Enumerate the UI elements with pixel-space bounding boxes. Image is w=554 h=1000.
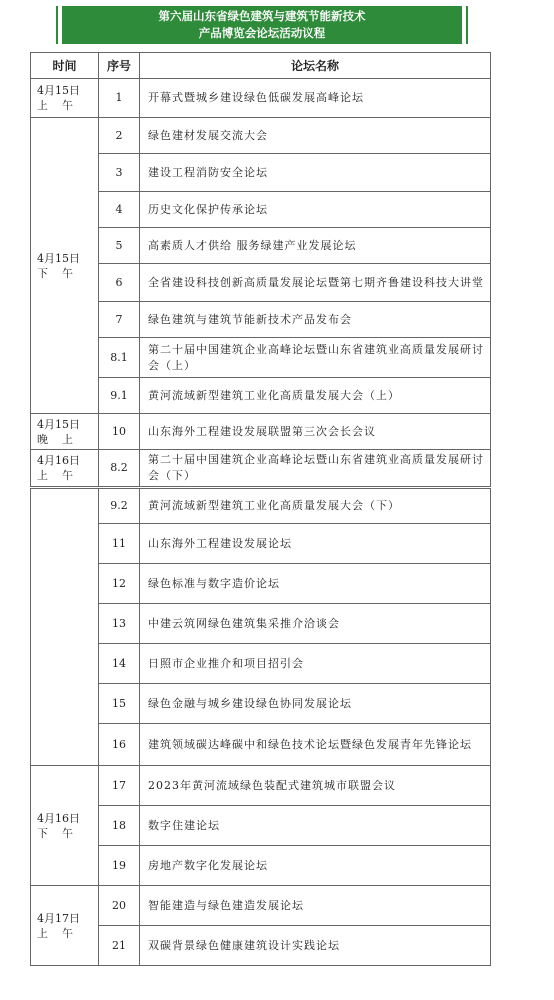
row-number: 3 [99,154,140,192]
forum-name: 双碳背景绿色健康建筑设计实践论坛 [140,926,491,966]
table-row [31,604,491,644]
forum-name: 建设工程消防安全论坛 [140,154,491,192]
time-period: 下 午 [37,826,73,840]
forum-name: 山东海外工程建设发展联盟第三次会长会议 [140,414,491,450]
time-period: 上 午 [37,469,73,482]
banner-title-line1: 第六届山东省绿色建筑与建筑节能新技术 [158,9,366,23]
agenda-table [30,52,491,966]
time-date: 4月15日 [37,84,80,97]
table-row [31,564,491,604]
row-number: 2 [99,118,140,154]
table-row [31,302,491,338]
time-date: 4月16日 [37,811,80,825]
row-number: 8.1 [99,338,140,378]
forum-name: 黄河流域新型建筑工业化高质量发展大会（上） [140,378,491,414]
time-cell [31,118,99,414]
forum-name: 智能建造与绿色建造发展论坛 [140,886,491,926]
forum-name: 绿色标准与数字造价论坛 [140,564,491,604]
table-row [31,724,491,766]
time-cell [31,450,99,488]
forum-name: 历史文化保护传承论坛 [140,192,491,228]
table-row [31,644,491,684]
header-name: 论坛名称 [140,53,491,79]
row-number: 17 [99,766,140,806]
table-row [31,192,491,228]
header-time: 时间 [31,53,99,79]
row-number: 18 [99,806,140,846]
forum-name: 绿色建材发展交流大会 [140,118,491,154]
row-number: 19 [99,846,140,886]
forum-name: 2023年黄河流域绿色装配式建筑城市联盟会议 [140,766,491,806]
row-number: 16 [99,724,140,766]
forum-name: 房地产数字化发展论坛 [140,846,491,886]
table-row [31,926,491,966]
time-cell [31,766,99,886]
forum-name: 数字住建论坛 [140,806,491,846]
forum-name: 高素质人才供给 服务绿建产业发展论坛 [140,228,491,264]
row-number: 20 [99,886,140,926]
time-period: 晚 上 [37,432,73,446]
time-date: 4月17日 [37,911,80,925]
row-number: 9.2 [99,488,140,524]
table-row [31,450,491,488]
forum-name: 第二十届中国建筑企业高峰论坛暨山东省建筑业高质量发展研讨会（下） [140,450,491,488]
table-row [31,264,491,302]
time-cell [31,79,99,118]
table-row [31,118,491,154]
time-cell [31,886,99,966]
table-row [31,846,491,886]
table-row [31,684,491,724]
table-row [31,414,491,450]
row-number: 11 [99,524,140,564]
row-number: 15 [99,684,140,724]
forum-name: 绿色建筑与建筑节能新技术产品发布会 [140,302,491,338]
forum-name: 绿色金融与城乡建设绿色协同发展论坛 [140,684,491,724]
row-number: 9.1 [99,378,140,414]
forum-name: 全省建设科技创新高质量发展论坛暨第七期齐鲁建设科技大讲堂 [140,264,491,302]
table-header-row [31,53,491,79]
table-row [31,886,491,926]
forum-name: 山东海外工程建设发展论坛 [140,524,491,564]
table-row [31,378,491,414]
time-date: 4月16日 [37,454,80,467]
table-row [31,228,491,264]
table-row [31,154,491,192]
row-number: 10 [99,414,140,450]
table-row [31,79,491,118]
forum-name: 黄河流域新型建筑工业化高质量发展大会（下） [140,488,491,524]
table-row [31,338,491,378]
banner-left-bar [56,6,58,44]
time-period: 上 午 [37,99,73,112]
row-number: 5 [99,228,140,264]
time-period: 上 午 [37,926,73,940]
time-date: 4月15日 [37,417,80,431]
forum-name: 第二十届中国建筑企业高峰论坛暨山东省建筑业高质量发展研讨会（上） [140,338,491,378]
header-num: 序号 [99,53,140,79]
banner-right-bar [466,6,468,44]
forum-name: 中建云筑网绿色建筑集采推介洽谈会 [140,604,491,644]
forum-name: 建筑领域碳达峰碳中和绿色技术论坛暨绿色发展青年先锋论坛 [140,724,491,766]
forum-name: 日照市企业推介和项目招引会 [140,644,491,684]
banner-title-line2: 产品博览会论坛活动议程 [198,26,326,40]
time-cell [31,414,99,450]
table-row [31,806,491,846]
row-number: 1 [99,79,140,118]
forum-name: 开幕式暨城乡建设绿色低碳发展高峰论坛 [140,79,491,118]
row-number: 8.2 [99,450,140,488]
table-row [31,488,491,524]
title-banner [62,6,462,44]
table-row [31,766,491,806]
row-number: 13 [99,604,140,644]
time-cell-empty [31,488,99,766]
row-number: 4 [99,192,140,228]
table-row [31,524,491,564]
row-number: 14 [99,644,140,684]
time-date: 4月15日 [37,251,80,265]
row-number: 21 [99,926,140,966]
time-period: 下 午 [37,266,73,280]
row-number: 7 [99,302,140,338]
row-number: 12 [99,564,140,604]
row-number: 6 [99,264,140,302]
